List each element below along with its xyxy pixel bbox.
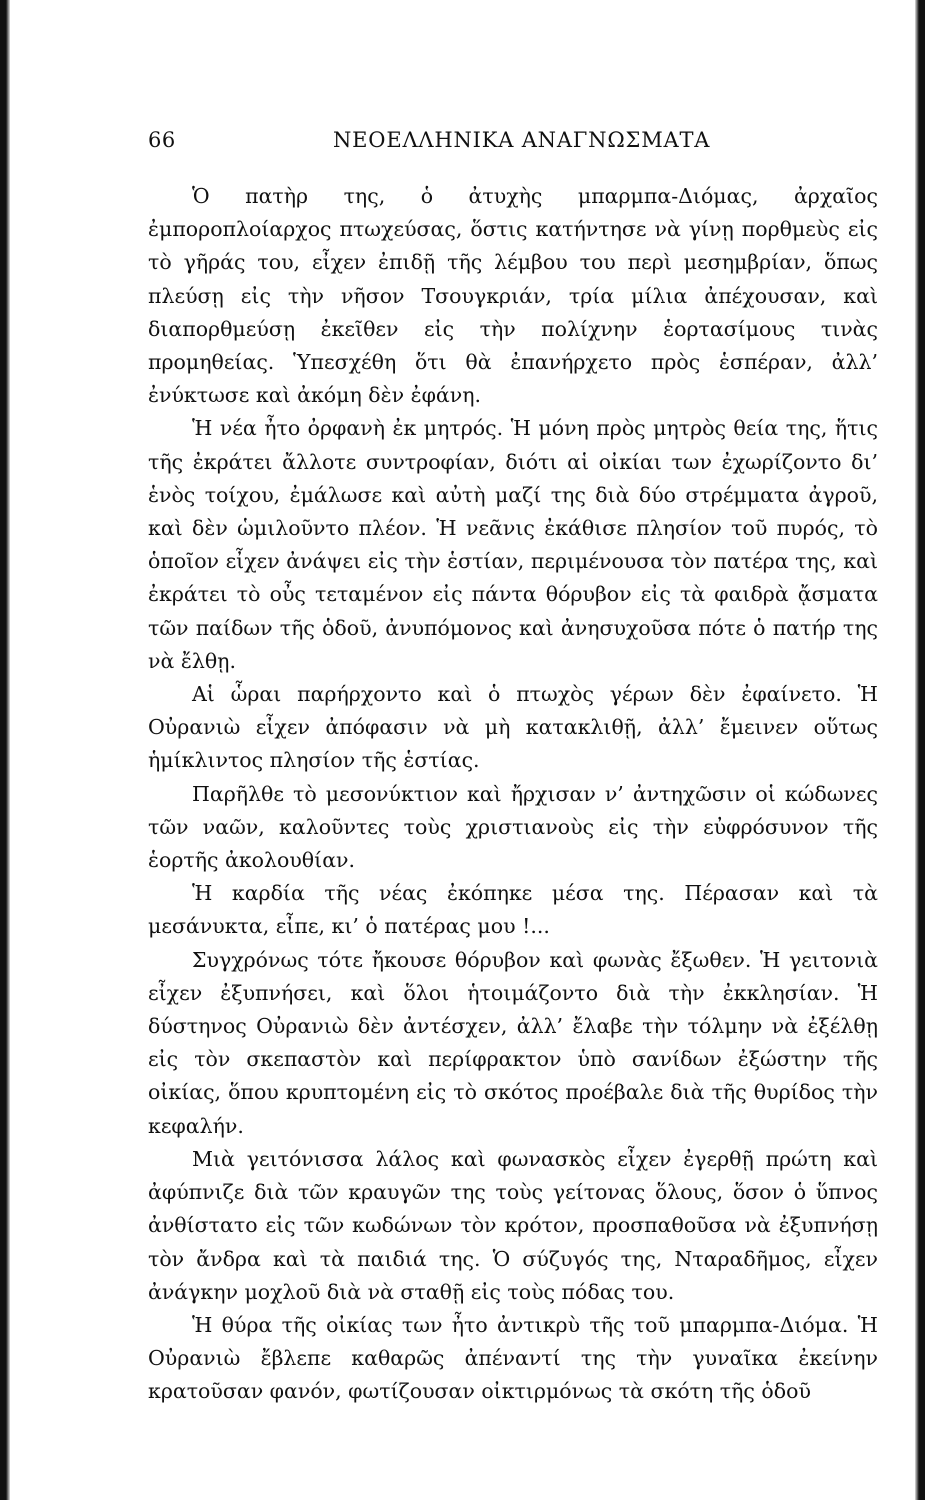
book-title: ΝΕΟΕΛΛΗΝΙΚΑ ΑΝΑΓΝΩΣΜΑΤΑ	[333, 128, 711, 152]
paragraph: Ὁ πατὴρ της, ὁ ἀτυχὴς μπαρμπα-Διόμας, ἀρχαῖος ἐμποροπλοίαρχος πτωχεύσας, ὅστις κατήντησε νὰ γίνῃ πορθμεὺς εἰς τὸ γῆράς του, εἶχεν ἐπιδῇ τῆς λέμβου του περὶ μεσημβρίαν, ὅπως πλεύσῃ εἰς τὴν νῆσον Τσουγκριάν, τρία μίλια ἀπέχουσαν, καὶ διαπορθμεύσῃ ἐκεῖθεν εἰς τὴν πολίχνην ἑορτασίμους τινὰς προμηθείας. Ὑπεσχέθη ὅτι θὰ ἐπανήρχετο πρὸς ἑσπέραν, ἀλλ’ ἐνύκτωσε καὶ ἀκόμη δὲν ἐφάνη.	[148, 184, 878, 408]
paragraph: Παρῆλθε τὸ μεσονύκτιον καὶ ἤρχισαν ν’ ἀντηχῶσιν οἱ κώδωνες τῶν ναῶν, καλοῦντες τοὺς χριστιανοὺς εἰς τὴν εὐφρόσυνον τῆς ἑορτῆς ἀκολουθίαν.	[148, 781, 878, 873]
paragraph: Μιὰ γειτόνισσα λάλος καὶ φωνασκὸς εἶχεν ἐγερθῇ πρώτη καὶ ἀφύπνιζε διὰ τῶν κραυγῶν της τοὺς γείτονας ὅλους, ὅσον ὁ ὕπνος ἀνθίστατο εἰς τῶν κωδώνων τὸν κρότον, προσπαθοῦσα νὰ ἐξυπνήσῃ τὸν ἄνδρα καὶ τὰ παιδιά της. Ὁ σύζυγός της, Νταραδῆμος, εἶχεν ἀνάγκην μοχλοῦ διὰ νὰ σταθῇ εἰς τοὺς πόδας του.	[148, 1146, 878, 1304]
page-edge-left	[0, 0, 10, 1500]
paragraph: Ἡ θύρα τῆς οἰκίας των ἦτο ἀντικρὺ τῆς τοῦ μπαρμπα-Διόμα. Ἡ Οὐρανιὼ ἔβλεπε καθαρῶς ἀπέναντί της τὴν γυναῖκα ἐκείνην κρατοῦσαν φανόν, φωτίζουσαν οἰκτιρμόνως τὰ σκότη τῆς ὁδοῦ	[148, 1312, 878, 1404]
body-text	[148, 180, 878, 1409]
page-number: 66	[148, 128, 176, 152]
paragraph: Αἱ ὧραι παρήρχοντο καὶ ὁ πτωχὸς γέρων δὲν ἐφαίνετο. Ἡ Οὐρανιὼ εἶχεν ἀπόφασιν νὰ μὴ κατακλιθῇ, ἀλλ’ ἔμεινεν οὕτως ἡμίκλιντος πλησίον τῆς ἑστίας.	[148, 682, 878, 773]
page-edge-right	[915, 0, 925, 1500]
running-head	[148, 128, 878, 162]
paragraph: Ἡ νέα ἦτο ὀρφανὴ ἐκ μητρός. Ἡ μόνη πρὸς μητρὸς θεία της, ἥτις τῆς ἐκράτει ἄλλοτε συντροφίαν, διότι αἱ οἰκίαι των ἐχωρίζοντο δι’ ἑνὸς τοίχου, ἐμάλωσε καὶ αὐτὴ μαζί της διὰ δύο στρέμματα ἀγροῦ, καὶ δὲν ὡμιλοῦντο πλέον. Ἡ νεᾶνις ἐκάθισε πλησίον τοῦ πυρός, τὸ ὁποῖον εἶχεν ἀνάψει εἰς τὴν ἑστίαν, περιμένουσα τὸν πατέρα της, καὶ ἐκράτει τὸ οὖς τεταμένον εἰς πάντα θόρυβον εἰς τὰ φαιδρὰ ᾄσματα τῶν παίδων τῆς ὁδοῦ, ἀνυπόμονος καὶ ἀνησυχοῦσα πότε ὁ πατήρ της νὰ ἔλθῃ.	[148, 416, 878, 673]
paragraph: Ἡ καρδία τῆς νέας ἐκόπηκε μέσα της. Πέρασαν καὶ τὰ μεσάνυκτα, εἶπε, κι’ ὁ πατέρας μου !...	[148, 881, 878, 939]
paragraph: Συγχρόνως τότε ἤκουσε θόρυβον καὶ φωνὰς ἔξωθεν. Ἡ γειτονιὰ εἶχεν ἐξυπνήσει, καὶ ὅλοι ἡτοιμάζοντο διὰ τὴν ἐκκλησίαν. Ἡ δύστηνος Οὐρανιὼ δὲν ἀντέσχεν, ἀλλ’ ἔλαβε τὴν τόλμην νὰ ἐξέλθῃ εἰς τὸν σκεπαστὸν καὶ περίφρακτον ὑπὸ σανίδων ἐξώστην τῆς οἰκίας, ὅπου κρυπτομένη εἰς τὸ σκότος προέβαλε διὰ τῆς θυρίδος τὴν κεφαλήν.	[148, 947, 878, 1138]
